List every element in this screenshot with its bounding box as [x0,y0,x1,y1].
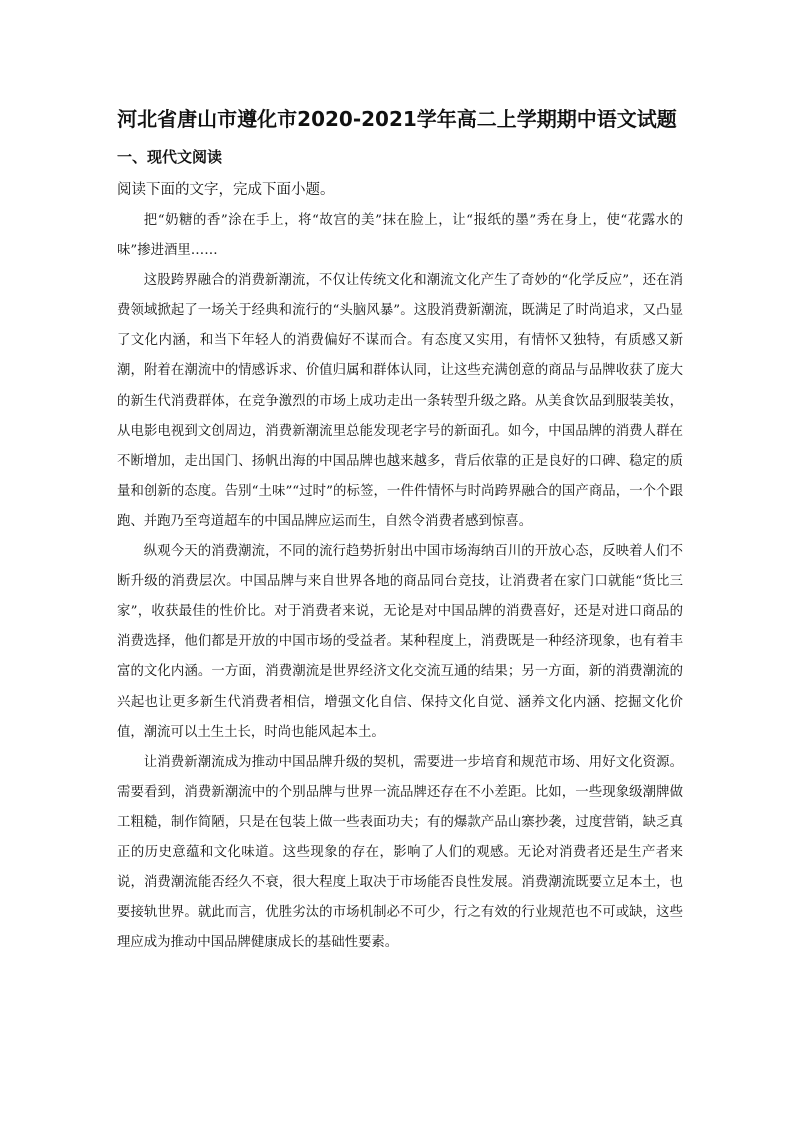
article-paragraph: 把“奶糖的香”涂在手上，将“故宫的美”抹在脸上，让“报纸的墨”秀在身上，使“花露水的味”掺进酒里…… [117,213,683,259]
document-title: 河北省唐山市遵化市2020-2021学年高二上学期期中语文试题 [117,107,677,131]
article-paragraph: 这股跨界融合的消费新潮流，不仅让传统文化和潮流文化产生了奇妙的“化学反应”，还在消费领域掀起了一场关于经典和流行的“头脑风暴”。这股消费新潮流，既满足了时尚追求，又凸显了文化内涵，和当下年轻人的消费偏好不谋而合。有态度又实用，有情怀又独特，有质感又新潮，附着在潮流中的情感诉求、价值归属和群体认同，让这些充满创意的商品与品牌收获了庞大的新生代消费群体，在竞争激烈的市场上成功走出一条转型升级之路。从美食饮品到服装美妆，从电影电视到文创周边，消费新潮流里总能发现老字号的新面孔。如今，中国品牌的消费人群在不断增加，走出国门、扬帆出海的中国品牌也越来越多，背后依靠的正是良好的口碑、稳定的质量和创新的态度。告别“土味”“过时”的标签，一件件情怀与时尚跨界融合的国产商品，一个个跟跑、并跑乃至弯道超车的中国品牌应运而生，自然令消费者感到惊喜。 [117,273,683,529]
reading-instruction: 阅读下面的文字，完成下面小题。 [117,182,335,198]
article-body [117,206,683,958]
article-paragraph: 纵观今天的消费潮流，不同的流行趋势折射出中国市场海纳百川的开放心态，反映着人们不断升级的消费层次。中国品牌与来自世界各地的商品同台竞技，让消费者在家门口就能“货比三家”，收获最佳的性价比。对于消费者来说，无论是对中国品牌的消费喜好，还是对进口商品的消费选择，他们都是开放的中国市场的受益者。某种程度上，消费既是一种经济现象，也有着丰富的文化内涵。一方面，消费潮流是世界经济文化交流互通的结果；另一方面，新的消费潮流的兴起也让更多新生代消费者相信，增强文化自信、保持文化自觉、涵养文化内涵、挖掘文化价值，潮流可以土生土长，时尚也能风起本土。 [117,544,683,740]
section-heading: 一、现代文阅读 [117,148,223,166]
article-paragraph: 让消费新潮流成为推动中国品牌升级的契机，需要进一步培育和规范市场、用好文化资源。需要看到，消费新潮流中的个别品牌与世界一流品牌还存在不小差距。比如，一些现象级潮牌做工粗糙，制作简陋，只是在包装上做一些表面功夫；有的爆款产品山寨抄袭，过度营销，缺乏真正的历史意蕴和文化味道。这些现象的存在，影响了人们的观感。无论对消费者还是生产者来说，消费潮流能否经久不衰，很大程度上取决于市场能否良性发展。消费潮流既要立足本土，也要接轨世界。就此而言，优胜劣汰的市场机制必不可少，行之有效的行业规范也不可或缺，这些理应成为推动中国品牌健康成长的基础性要素。 [117,754,683,951]
